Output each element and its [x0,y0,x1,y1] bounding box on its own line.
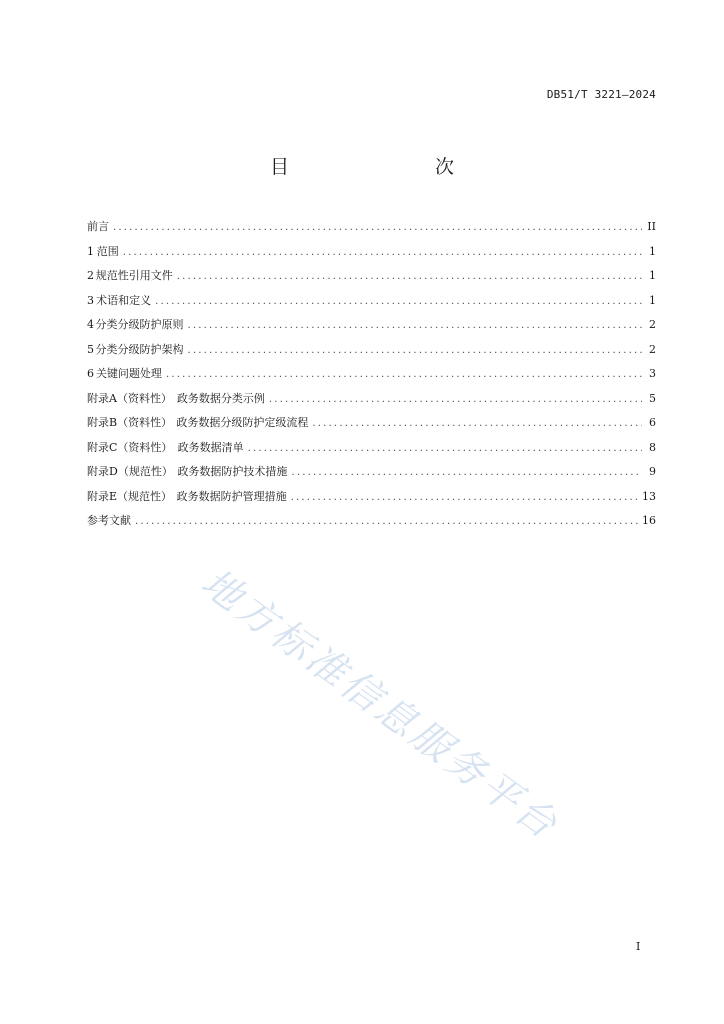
toc-leader [291,492,638,503]
toc-page: 5 [649,391,656,405]
toc-page: 3 [649,367,656,380]
toc-entry-appendix-a[interactable] [87,390,656,415]
toc-page: 16 [642,514,656,527]
toc-entry-terms[interactable] [87,292,656,317]
toc-subtitle: 政务数据分级防护定级流程 [176,416,309,429]
toc-number: 1 [87,244,94,258]
toc-page: 9 [649,465,656,478]
toc-page: 1 [649,244,656,258]
page-title: 目 次 [269,156,490,178]
toc-page: 13 [642,489,656,503]
toc-page: 1 [649,269,656,282]
toc-number: 6 [87,367,94,380]
toc-label: 规范性引用文件 [95,269,173,282]
watermark: 地方标准信息服务平台 [192,560,568,850]
toc-number: 3 [87,293,94,307]
toc-entry-scope[interactable] [87,243,656,268]
toc-label: 范围 [96,244,119,258]
toc-subtitle: 政务数据清单 [177,440,244,454]
toc-entry-normative-references[interactable] [87,267,656,292]
toc-page: 6 [649,416,656,429]
toc-entry-foreword[interactable] [87,218,656,243]
toc-leader [269,394,642,405]
toc-entry-principles[interactable] [87,316,656,341]
toc-label: 分类分级防护架构 [95,342,184,356]
toc-leader [188,345,642,356]
toc-label: 附录C（资料性） [87,440,173,454]
toc-subtitle: 政务数据防护管理措施 [176,489,287,503]
toc-number: 5 [87,342,94,356]
toc-label: 参考文献 [87,514,131,527]
toc-entry-architecture[interactable] [87,341,656,366]
toc-leader [166,369,642,380]
toc-leader [155,296,642,307]
toc-entry-appendix-e[interactable] [87,488,656,513]
toc-page: 1 [649,293,656,307]
toc-label: 附录A（资料性） [87,391,172,405]
toc-subtitle: 政务数据分类示例 [176,391,265,405]
toc-leader [177,271,642,282]
toc-leader [188,320,642,331]
toc-label: 前言 [87,220,109,233]
toc-leader [123,247,642,258]
toc-leader [248,443,642,454]
standard-code: DB51/T 3221—2024 [546,88,656,101]
toc-subtitle: 政务数据防护技术措施 [177,465,288,478]
toc-entry-appendix-d[interactable] [87,463,656,488]
toc-page: 2 [649,342,656,356]
table-of-contents [87,218,656,537]
toc-label: 分类分级防护原则 [95,318,184,331]
toc-number: 4 [87,318,94,331]
toc-page: II [647,220,656,233]
toc-entry-bibliography[interactable] [87,512,656,537]
toc-label: 关键问题处理 [95,367,162,380]
toc-number: 2 [87,269,94,282]
toc-leader [135,516,638,527]
toc-entry-key-issues[interactable] [87,365,656,390]
toc-label: 附录E（规范性） [87,489,173,503]
toc-label: 附录D（规范性） [87,465,173,478]
toc-label: 术语和定义 [96,293,152,307]
toc-label: 附录B（资料性） [87,416,173,429]
toc-page: 8 [649,440,656,454]
toc-page: 2 [649,318,656,331]
toc-entry-appendix-b[interactable] [87,414,656,439]
toc-entry-appendix-c[interactable] [87,439,656,464]
toc-leader [291,467,642,478]
toc-leader [312,418,642,429]
toc-leader [113,222,642,233]
page-number: I [636,940,641,953]
